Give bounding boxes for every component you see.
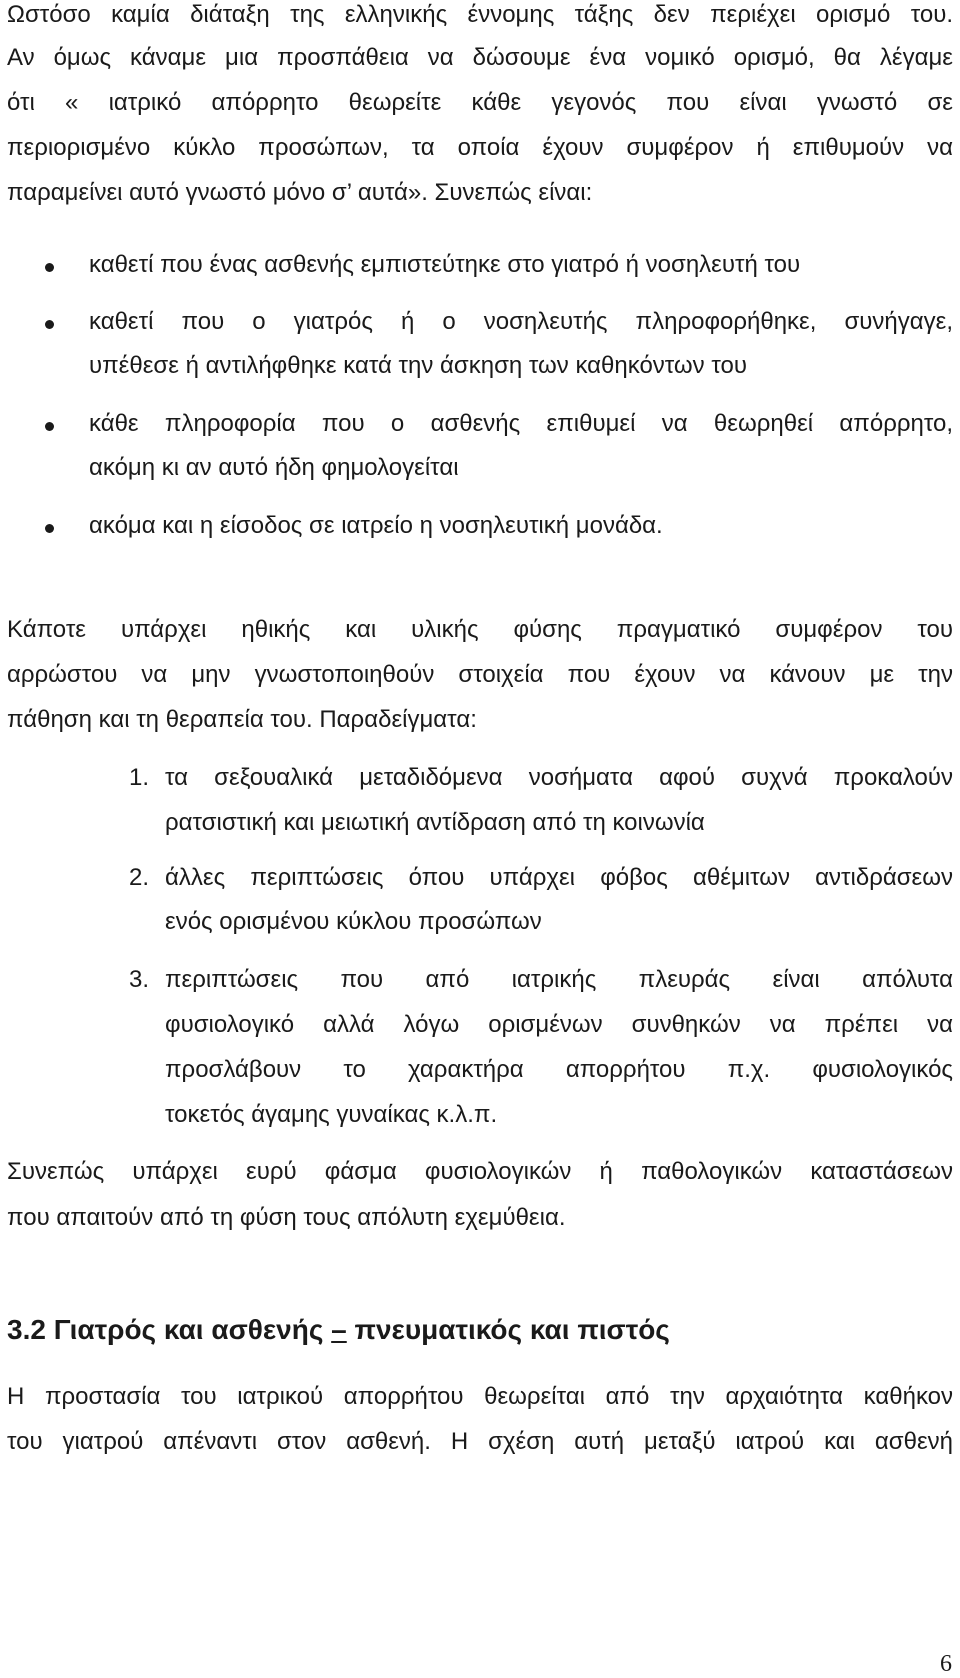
section-heading <box>7 1313 670 1347</box>
intro-line: περιορισμένο κύκλο προσώπων, τα οποία έχουν συμφέρον ή επιθυμούν να <box>7 134 953 161</box>
list-number: 1. <box>129 764 150 791</box>
paragraph-line: πάθηση και τη θεραπεία του. Παραδείγματα: <box>7 706 477 733</box>
list-item-line: ενός ορισμένου κύκλου προσώπων <box>165 908 542 935</box>
list-item-line: φυσιολογικό αλλά λόγω ορισμένων συνθηκών να πρέπει να <box>165 1011 953 1038</box>
section-title-part-b: πνευματικός και πιστός <box>354 1314 670 1345</box>
paragraph-line: που απαιτούν από τη φύση τους απόλυτη εχεμύθεια. <box>7 1204 566 1231</box>
bullet-line: καθετί που ο γιατρός ή ο νοσηλευτής πληροφορήθηκε, συνήγαγε, <box>89 308 953 335</box>
intro-line: παραμείνει αυτό γνωστό μόνο σ’ αυτά». Συνεπώς είναι: <box>7 179 593 206</box>
list-item-line: τοκετός άγαμης γυναίκας κ.λ.π. <box>165 1101 498 1128</box>
list-item-line: προσλάβουν το χαρακτήρα απορρήτου π.χ. φυσιολογικός <box>165 1056 953 1083</box>
bullet-line: ακόμα και η είσοδος σε ιατρείο η νοσηλευτική μονάδα. <box>89 512 663 539</box>
list-item-line: τα σεξουαλικά μεταδιδόμενα νοσήματα αφού συχνά προκαλούν <box>165 764 953 791</box>
paragraph-line: του γιατρού απέναντι στον ασθενή. Η σχέση αυτή μεταξύ ιατρού και ασθενή <box>7 1428 953 1455</box>
intro-line: ότι « ιατρικό απόρρητο θεωρείτε κάθε γεγονός που είναι γνωστό σε <box>7 89 953 116</box>
paragraph-line: αρρώστου να μην γνωστοποιηθούν στοιχεία που έχουν να κάνουν με την <box>7 661 953 688</box>
paragraph-line: Κάποτε υπάρχει ηθικής και υλικής φύσης πραγματικό συμφέρον του <box>7 616 953 643</box>
section-number: 3.2 <box>7 1314 46 1345</box>
list-item-line: άλλες περιπτώσεις όπου υπάρχει φόβος αθέμιτων αντιδράσεων <box>165 864 953 891</box>
section-title-part-a: Γιατρός και ασθενής <box>53 1314 324 1345</box>
intro-line: Ωστόσο καμία διάταξη της ελληνικής έννομης τάξης δεν περιέχει ορισμό του. <box>7 1 953 28</box>
list-item-line: περιπτώσεις που από ιατρικής πλευράς είναι απόλυτα <box>165 966 953 993</box>
page-number: 6 <box>940 1651 952 1677</box>
bullet-line: κάθε πληροφορία που ο ασθενής επιθυμεί να θεωρηθεί απόρρητο, <box>89 410 953 437</box>
paragraph-line: Συνεπώς υπάρχει ευρύ φάσμα φυσιολογικών ή παθολογικών καταστάσεων <box>7 1158 953 1185</box>
bullet-dot-icon <box>45 320 54 329</box>
paragraph-line: Η προστασία του ιατρικού απορρήτου θεωρείται από την αρχαιότητα καθήκον <box>7 1383 953 1410</box>
bullet-dot-icon <box>45 263 54 272</box>
bullet-line: υπέθεσε ή αντιλήφθηκε κατά την άσκηση των καθηκόντων του <box>89 352 747 379</box>
bullet-line: ακόμη κι αν αυτό ήδη φημολογείται <box>89 454 459 481</box>
section-title-dash: – <box>331 1314 347 1345</box>
bullet-line: καθετί που ένας ασθενής εμπιστεύτηκε στο γιατρό ή νοσηλευτή του <box>89 251 801 278</box>
bullet-dot-icon <box>45 422 54 431</box>
list-number: 2. <box>129 864 150 891</box>
list-item-line: ρατσιστική και μειωτική αντίδραση από τη κοινωνία <box>165 809 705 836</box>
list-number: 3. <box>129 966 150 993</box>
bullet-dot-icon <box>45 524 54 533</box>
intro-line: Αν όμως κάναμε μια προσπάθεια να δώσουμε ένα νομικό ορισμό, θα λέγαμε <box>7 44 953 71</box>
